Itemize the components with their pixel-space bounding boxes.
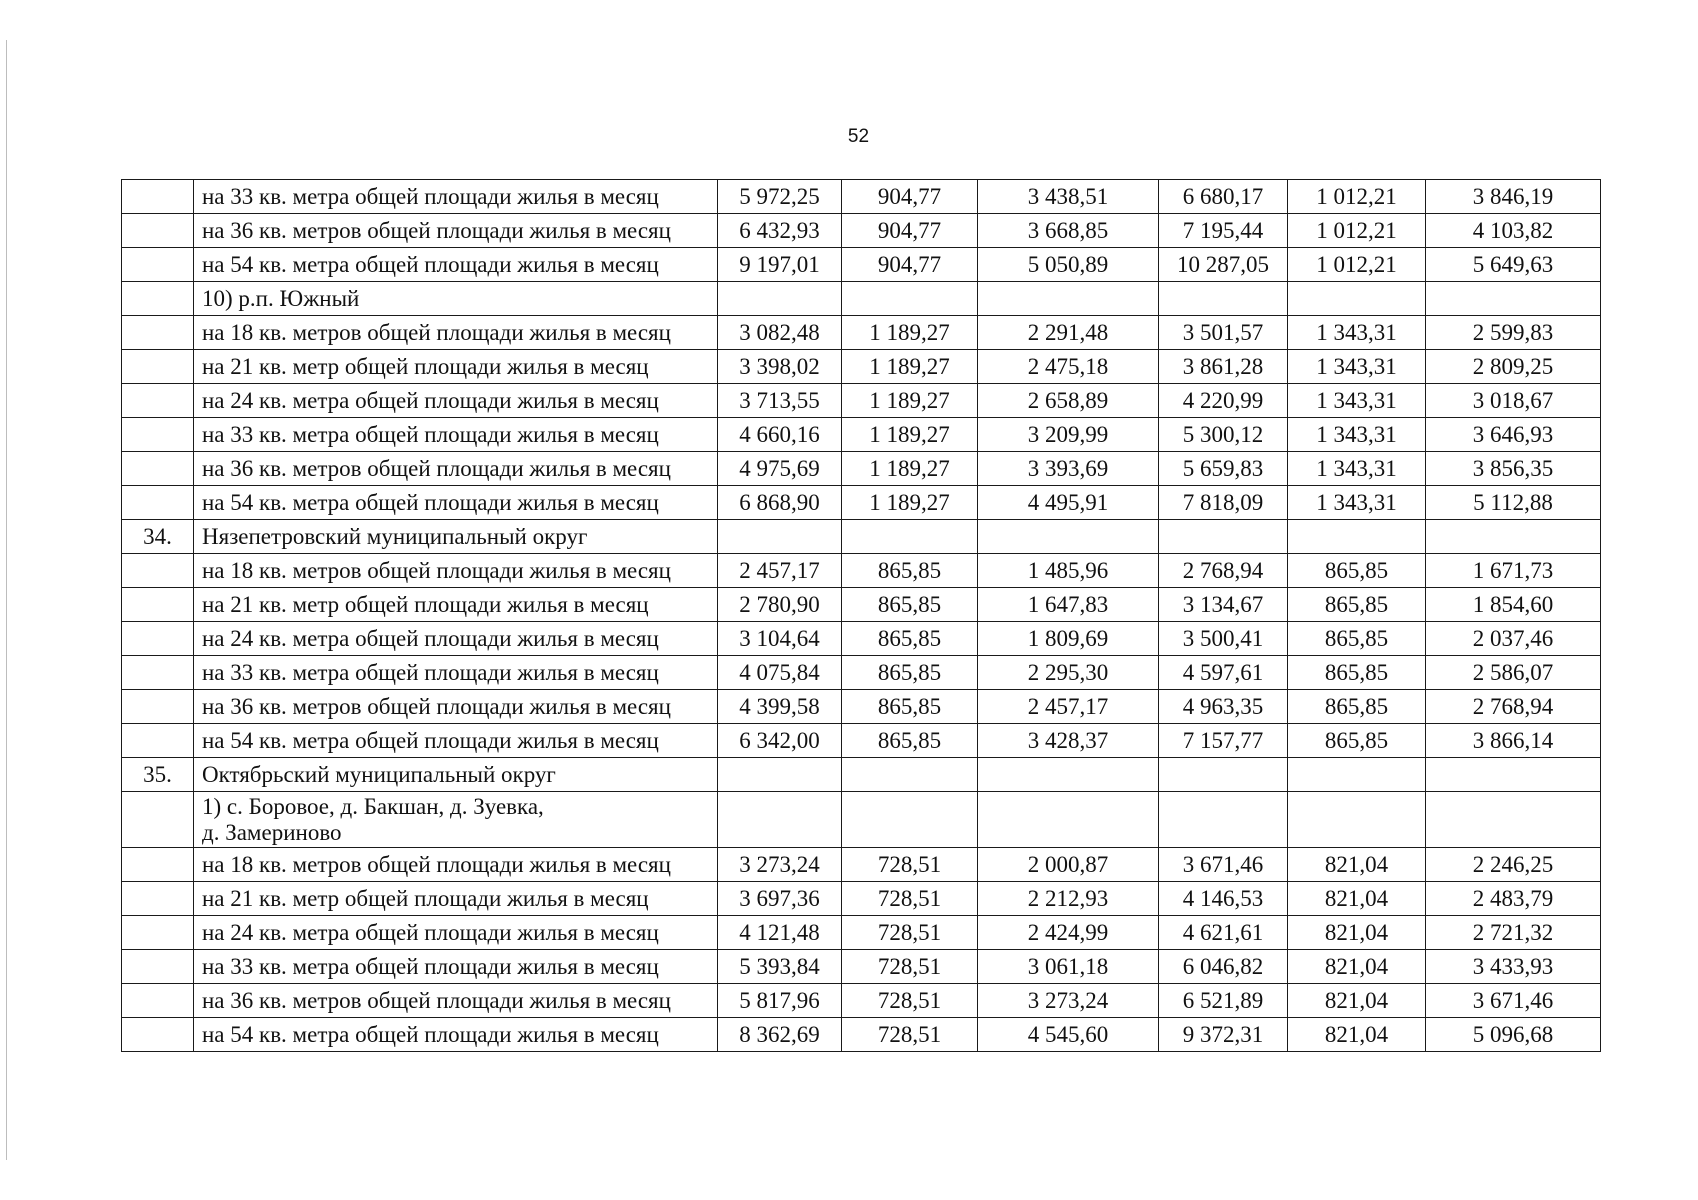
row-number-cell — [122, 882, 194, 916]
value-cell — [718, 792, 842, 848]
table-row — [122, 950, 1601, 984]
value-cell: 728,51 — [842, 950, 978, 984]
value-cell — [1288, 520, 1426, 554]
value-cell: 1 189,27 — [842, 384, 978, 418]
value-cell — [718, 520, 842, 554]
table-row — [122, 724, 1601, 758]
value-cell: 9 372,31 — [1159, 1018, 1288, 1052]
value-cell: 1 809,69 — [978, 622, 1159, 656]
value-cell: 5 393,84 — [718, 950, 842, 984]
value-cell: 6 046,82 — [1159, 950, 1288, 984]
value-cell: 6 342,00 — [718, 724, 842, 758]
value-cell: 821,04 — [1288, 984, 1426, 1018]
value-cell: 4 621,61 — [1159, 916, 1288, 950]
value-cell — [1159, 758, 1288, 792]
value-cell: 3 061,18 — [978, 950, 1159, 984]
value-cell: 865,85 — [1288, 622, 1426, 656]
value-cell: 6 680,17 — [1159, 180, 1288, 214]
value-cell: 904,77 — [842, 214, 978, 248]
value-cell: 2 768,94 — [1426, 690, 1601, 724]
value-cell: 1 012,21 — [1288, 214, 1426, 248]
row-number-cell — [122, 950, 194, 984]
value-cell: 3 273,24 — [718, 848, 842, 882]
row-number-cell — [122, 916, 194, 950]
row-description-cell: на 18 кв. метров общей площади жилья в месяц — [194, 848, 718, 882]
value-cell: 821,04 — [1288, 848, 1426, 882]
value-cell: 4 495,91 — [978, 486, 1159, 520]
value-cell: 1 854,60 — [1426, 588, 1601, 622]
row-description-cell: на 24 кв. метра общей площади жилья в месяц — [194, 622, 718, 656]
table-row — [122, 180, 1601, 214]
value-cell: 1 343,31 — [1288, 452, 1426, 486]
tariff-table — [121, 179, 1601, 1052]
value-cell: 2 658,89 — [978, 384, 1159, 418]
value-cell: 728,51 — [842, 1018, 978, 1052]
value-cell: 1 671,73 — [1426, 554, 1601, 588]
value-cell: 1 189,27 — [842, 350, 978, 384]
value-cell: 4 597,61 — [1159, 656, 1288, 690]
table-row — [122, 656, 1601, 690]
value-cell — [1426, 520, 1601, 554]
value-cell: 2 768,94 — [1159, 554, 1288, 588]
value-cell: 3 273,24 — [978, 984, 1159, 1018]
row-number-cell — [122, 1018, 194, 1052]
value-cell: 4 545,60 — [978, 1018, 1159, 1052]
value-cell: 4 975,69 — [718, 452, 842, 486]
row-description-cell: 1) с. Боровое, д. Бакшан, д. Зуевка, д. Замериново — [194, 792, 718, 848]
value-cell: 5 300,12 — [1159, 418, 1288, 452]
value-cell: 3 866,14 — [1426, 724, 1601, 758]
table-row — [122, 214, 1601, 248]
row-description-cell: на 54 кв. метра общей площади жилья в месяц — [194, 248, 718, 282]
value-cell: 2 809,25 — [1426, 350, 1601, 384]
value-cell: 865,85 — [842, 554, 978, 588]
value-cell: 865,85 — [1288, 656, 1426, 690]
value-cell: 865,85 — [842, 724, 978, 758]
value-cell: 6 868,90 — [718, 486, 842, 520]
row-number-cell — [122, 282, 194, 316]
row-description-cell: на 36 кв. метров общей площади жилья в месяц — [194, 452, 718, 486]
value-cell: 5 050,89 — [978, 248, 1159, 282]
row-number-cell — [122, 418, 194, 452]
value-cell: 4 146,53 — [1159, 882, 1288, 916]
row-description-cell: на 24 кв. метра общей площади жилья в месяц — [194, 384, 718, 418]
value-cell: 5 817,96 — [718, 984, 842, 1018]
value-cell: 4 220,99 — [1159, 384, 1288, 418]
row-description-cell: 10) р.п. Южный — [194, 282, 718, 316]
value-cell: 821,04 — [1288, 882, 1426, 916]
value-cell: 4 399,58 — [718, 690, 842, 724]
value-cell: 4 963,35 — [1159, 690, 1288, 724]
value-cell: 1 343,31 — [1288, 316, 1426, 350]
value-cell: 3 393,69 — [978, 452, 1159, 486]
value-cell: 3 697,36 — [718, 882, 842, 916]
value-cell: 9 197,01 — [718, 248, 842, 282]
value-cell: 865,85 — [842, 690, 978, 724]
row-number-cell — [122, 486, 194, 520]
table-row — [122, 882, 1601, 916]
value-cell: 2 295,30 — [978, 656, 1159, 690]
table-row — [122, 350, 1601, 384]
value-cell: 2 246,25 — [1426, 848, 1601, 882]
row-number-cell — [122, 316, 194, 350]
row-number-cell — [122, 554, 194, 588]
row-number-cell — [122, 214, 194, 248]
value-cell: 3 428,37 — [978, 724, 1159, 758]
row-description-cell: на 33 кв. метра общей площади жилья в месяц — [194, 180, 718, 214]
value-cell: 5 112,88 — [1426, 486, 1601, 520]
value-cell: 2 475,18 — [978, 350, 1159, 384]
row-description-cell: на 54 кв. метра общей площади жилья в месяц — [194, 724, 718, 758]
row-number-cell — [122, 180, 194, 214]
page-edge-line — [6, 40, 7, 1160]
table-row — [122, 248, 1601, 282]
value-cell: 1 647,83 — [978, 588, 1159, 622]
row-number-cell: 35. — [122, 758, 194, 792]
value-cell: 5 096,68 — [1426, 1018, 1601, 1052]
row-description-cell: на 36 кв. метров общей площади жилья в месяц — [194, 984, 718, 1018]
value-cell — [842, 792, 978, 848]
value-cell — [1426, 792, 1601, 848]
value-cell: 865,85 — [842, 588, 978, 622]
value-cell: 3 671,46 — [1426, 984, 1601, 1018]
row-number-cell — [122, 588, 194, 622]
table-row — [122, 452, 1601, 486]
value-cell: 2 483,79 — [1426, 882, 1601, 916]
tariff-table-body — [122, 180, 1601, 1052]
value-cell: 821,04 — [1288, 1018, 1426, 1052]
table-row — [122, 384, 1601, 418]
value-cell: 2 457,17 — [978, 690, 1159, 724]
row-number-cell — [122, 984, 194, 1018]
table-row — [122, 316, 1601, 350]
value-cell: 7 157,77 — [1159, 724, 1288, 758]
value-cell: 3 500,41 — [1159, 622, 1288, 656]
row-description-cell: на 54 кв. метра общей площади жилья в месяц — [194, 486, 718, 520]
value-cell: 3 018,67 — [1426, 384, 1601, 418]
value-cell: 2 424,99 — [978, 916, 1159, 950]
table-row — [122, 1018, 1601, 1052]
table-row — [122, 690, 1601, 724]
value-cell — [1426, 282, 1601, 316]
value-cell — [978, 758, 1159, 792]
value-cell: 5 649,63 — [1426, 248, 1601, 282]
row-number-cell — [122, 792, 194, 848]
value-cell — [1159, 792, 1288, 848]
value-cell: 3 104,64 — [718, 622, 842, 656]
value-cell: 4 121,48 — [718, 916, 842, 950]
value-cell: 1 343,31 — [1288, 486, 1426, 520]
value-cell: 728,51 — [842, 848, 978, 882]
table-row — [122, 520, 1601, 554]
row-description-cell: на 33 кв. метра общей площади жилья в месяц — [194, 656, 718, 690]
row-number-cell — [122, 690, 194, 724]
value-cell: 5 659,83 — [1159, 452, 1288, 486]
value-cell: 865,85 — [1288, 690, 1426, 724]
row-description-cell: на 18 кв. метров общей площади жилья в месяц — [194, 316, 718, 350]
value-cell: 865,85 — [842, 622, 978, 656]
value-cell: 1 343,31 — [1288, 384, 1426, 418]
value-cell: 865,85 — [1288, 724, 1426, 758]
value-cell — [1288, 792, 1426, 848]
value-cell: 1 343,31 — [1288, 350, 1426, 384]
value-cell: 10 287,05 — [1159, 248, 1288, 282]
table-row — [122, 984, 1601, 1018]
row-number-cell — [122, 622, 194, 656]
value-cell: 4 103,82 — [1426, 214, 1601, 248]
value-cell: 865,85 — [1288, 554, 1426, 588]
value-cell: 904,77 — [842, 180, 978, 214]
row-number-cell — [122, 248, 194, 282]
table-row — [122, 622, 1601, 656]
value-cell: 8 362,69 — [718, 1018, 842, 1052]
row-description-cell: на 24 кв. метра общей площади жилья в месяц — [194, 916, 718, 950]
value-cell: 821,04 — [1288, 950, 1426, 984]
value-cell — [718, 282, 842, 316]
row-description-cell: Октябрьский муниципальный округ — [194, 758, 718, 792]
row-description-cell: на 36 кв. метров общей площади жилья в месяц — [194, 214, 718, 248]
row-number-cell — [122, 384, 194, 418]
value-cell: 3 846,19 — [1426, 180, 1601, 214]
row-number-cell — [122, 656, 194, 690]
value-cell — [842, 282, 978, 316]
value-cell: 2 457,17 — [718, 554, 842, 588]
value-cell: 2 291,48 — [978, 316, 1159, 350]
row-description-cell: на 54 кв. метра общей площади жилья в месяц — [194, 1018, 718, 1052]
value-cell: 3 501,57 — [1159, 316, 1288, 350]
value-cell: 1 012,21 — [1288, 180, 1426, 214]
value-cell: 1 012,21 — [1288, 248, 1426, 282]
value-cell: 3 082,48 — [718, 316, 842, 350]
value-cell — [978, 282, 1159, 316]
value-cell — [842, 758, 978, 792]
table-row — [122, 554, 1601, 588]
value-cell: 7 818,09 — [1159, 486, 1288, 520]
value-cell: 1 189,27 — [842, 418, 978, 452]
value-cell: 5 972,25 — [718, 180, 842, 214]
value-cell: 2 586,07 — [1426, 656, 1601, 690]
table-row — [122, 758, 1601, 792]
value-cell: 6 521,89 — [1159, 984, 1288, 1018]
value-cell: 865,85 — [842, 656, 978, 690]
row-description-cell: на 33 кв. метра общей площади жилья в месяц — [194, 950, 718, 984]
value-cell: 3 398,02 — [718, 350, 842, 384]
value-cell — [1288, 758, 1426, 792]
value-cell: 3 209,99 — [978, 418, 1159, 452]
value-cell: 3 646,93 — [1426, 418, 1601, 452]
table-row — [122, 916, 1601, 950]
value-cell: 1 189,27 — [842, 486, 978, 520]
row-number-cell — [122, 350, 194, 384]
value-cell: 3 438,51 — [978, 180, 1159, 214]
value-cell: 728,51 — [842, 882, 978, 916]
row-number-cell — [122, 848, 194, 882]
row-description-cell: Нязепетровский муниципальный округ — [194, 520, 718, 554]
value-cell — [1159, 282, 1288, 316]
value-cell — [1159, 520, 1288, 554]
table-row — [122, 486, 1601, 520]
value-cell: 2 037,46 — [1426, 622, 1601, 656]
value-cell: 728,51 — [842, 984, 978, 1018]
value-cell: 2 000,87 — [978, 848, 1159, 882]
value-cell: 3 856,35 — [1426, 452, 1601, 486]
table-row — [122, 848, 1601, 882]
value-cell: 2 599,83 — [1426, 316, 1601, 350]
row-description-cell: на 36 кв. метров общей площади жилья в месяц — [194, 690, 718, 724]
value-cell — [1288, 282, 1426, 316]
row-description-cell: на 33 кв. метра общей площади жилья в месяц — [194, 418, 718, 452]
table-row — [122, 588, 1601, 622]
row-description-cell: на 21 кв. метр общей площади жилья в месяц — [194, 882, 718, 916]
value-cell — [978, 520, 1159, 554]
value-cell — [718, 758, 842, 792]
table-row — [122, 792, 1601, 848]
value-cell: 3 433,93 — [1426, 950, 1601, 984]
value-cell — [1426, 758, 1601, 792]
value-cell: 904,77 — [842, 248, 978, 282]
value-cell: 1 189,27 — [842, 316, 978, 350]
row-number-cell: 34. — [122, 520, 194, 554]
value-cell — [978, 792, 1159, 848]
value-cell: 2 212,93 — [978, 882, 1159, 916]
row-description-cell: на 21 кв. метр общей площади жилья в месяц — [194, 350, 718, 384]
page-number: 52 — [847, 126, 870, 147]
table-row — [122, 282, 1601, 316]
value-cell: 7 195,44 — [1159, 214, 1288, 248]
value-cell: 1 189,27 — [842, 452, 978, 486]
value-cell: 4 660,16 — [718, 418, 842, 452]
row-description-cell: на 21 кв. метр общей площади жилья в месяц — [194, 588, 718, 622]
value-cell: 821,04 — [1288, 916, 1426, 950]
value-cell — [842, 520, 978, 554]
value-cell: 6 432,93 — [718, 214, 842, 248]
value-cell: 3 861,28 — [1159, 350, 1288, 384]
row-description-cell: на 18 кв. метров общей площади жилья в месяц — [194, 554, 718, 588]
value-cell: 3 134,67 — [1159, 588, 1288, 622]
table-row — [122, 418, 1601, 452]
value-cell: 3 713,55 — [718, 384, 842, 418]
row-number-cell — [122, 724, 194, 758]
value-cell: 865,85 — [1288, 588, 1426, 622]
value-cell: 3 668,85 — [978, 214, 1159, 248]
value-cell: 728,51 — [842, 916, 978, 950]
value-cell: 1 343,31 — [1288, 418, 1426, 452]
value-cell: 2 721,32 — [1426, 916, 1601, 950]
value-cell: 2 780,90 — [718, 588, 842, 622]
row-number-cell — [122, 452, 194, 486]
value-cell: 1 485,96 — [978, 554, 1159, 588]
value-cell: 4 075,84 — [718, 656, 842, 690]
value-cell: 3 671,46 — [1159, 848, 1288, 882]
